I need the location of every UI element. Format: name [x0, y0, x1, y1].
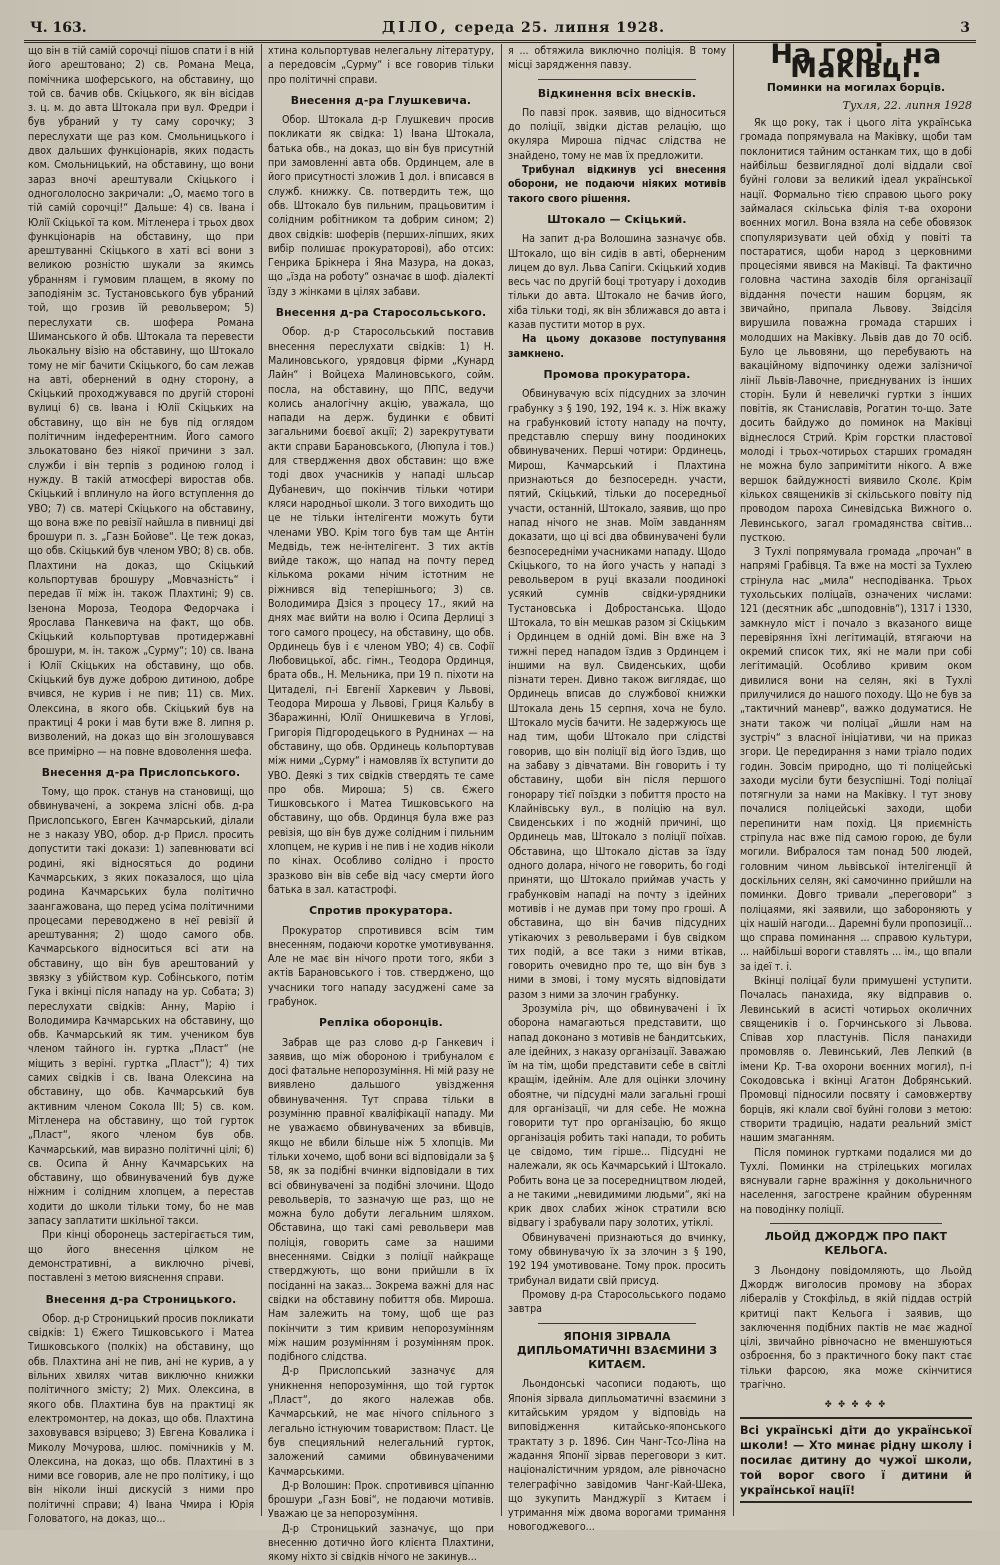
article-text: Д-р Волошин: Прок. спротивився ціпанню брошури „Газн Бові“, не подаючи мотивів. Уважаю це за непорозуміння. [268, 1479, 494, 1521]
divider-rule [770, 1223, 942, 1224]
article-text: З Льондону повідомляють, що Льойд Джордж виголосив промову на зборах лібералів у Стокфільд, в якій піддав острій критиці пакт Кельога і заявив, що заключення подібних пактів не має жадної цілі, звичайно рівночасно не вменшуються озброєння, бо з практичного боку пакт стає тільки фарсою, яка може скінчитися трагічно. [740, 1264, 972, 1392]
article-text: Д-р Прислопський зазначує для уникнення непорозуміння, що той гурток „Пласт“, до якого належав обв. Качмарський, не має нічого спільного з легально істнуючим товариством: Пласт. Це був специяльний нелегальний гурток, заложений самими обвинуваченими Качмарськими. [268, 1365, 494, 1478]
column-divider [261, 44, 262, 1516]
article-text: Вкінці поліцаї були примушені уступити. Почалась панахида, яку відправив о. Левинський в асисті чотирьох околичних священиків і о. Горчинського зі Львова. Співав хор пластунів. Після панахиди промовляв о. Левинський, Лев Лепкий (в імени Кр. Т-ва охорони воєнних могил), п-і Сокодовська і вкінці Агатон Добрянський. Промовці підносили посвяту і самовжертву борців, які клали свої буйні голови з метою: створити традицію, надати реальний зміст нашим змаганням. [740, 975, 972, 1145]
ornament-divider: ✤ ✤ ✤ ✤ ✤ [824, 1400, 888, 1411]
article-text: що він в тій самій сорочці пішов спати і в ній його арештовано; 2) св. Романа Меца, помічника шоферського, на обставину, що той св. бачив обв. Скіцького, як він вісідав з. ц. м. до авта Штокала при вул. Фредри і був убраний у ту саму сорочку; 3 переслухати ще раз ком. Смольницького і двох дальших функціонарів, яких подасть ком. Смольницький, на обставину, що вони зараз вночі арештували Скіцького і одногололосно закричали: „О, маємо того в тій самій сорочці!“ Дальше: 4) св. Івана і Юлії Скіцької та ком. Мітленера і трьох двох функціонарів на обставину, що при арештуванні Скіцького в хаті всі вони з великою розністю шукали за якимсь убранням і гумовим плащем, в якому по заподіянім зс. Тустановського був убраний той, що грозив їй револьвером; 5) переслухати св. шофера Романа Шиманського й обв. Штокала та перевести льокальну візію на обставину, що Штокало тому не міг бачити Скіцького, бо сам лежав на авті, обернений в одну сторону, а Скіцький проходжувався по другій стороні вулиці 6) св. Івана і Юлії Скіцьких на обставину, що він не був під оглядом політичним індеферентним. Його самого зльокатовано без ніякої причини з зал. служби і він терпів з родиною голод і нужду. В такій атмосфері виростав обв. Скіцький і вплинуло на його вступлення до УВО; 7) св. матері Скіцького на обставину, що вона вже по ревізії найшла в пивниці дві брошури п. з. „Газн Бойове“. Це теж доказ, що обв. Скіцький був членом УВО; 8) св. обв. Плахтини на доказ, що Скіцький кольпортував брошуру „Мовчазність“ і передав її між ін. також Плахтині; 9) св. Ізенона Мороза, Теодора Федорчака і Ярослава Панкевича на факт, що обв. Скіцький кольпортував протидержавні брошури, м. ін. також „Сурму“; 10) св. Івана і Юлії Скіцьких на обставину, що обв. Скіцький був дуже доброю дитиною, добре вчився, не курив і не пив; 11) св. Мих. Олексина, в якого обв. Скіцький був на практиці 4 роки і мав бути вже 8. липня р. визволений, на доказ що він зголошувався все примірно — на повне вдоволення шефа. [28, 45, 254, 758]
divider-rule [538, 79, 696, 80]
section-heading: Спротив прокуратора. [309, 904, 453, 918]
article-text: По павзі прок. заявив, що відноситься до поліції, звідки дістав релацію, що окуляра Мироша підчас слідства не знайдено, тому не мав їх предложити. [508, 106, 726, 162]
page-number: 3 [960, 20, 970, 36]
article-text: Обвинувачені признаються до вчинку, тому обвинувачую їх за злочин з § 190, 192 194 умотивоване. Тому прок. просить трибунал видати свій присуд. [508, 1231, 726, 1287]
article-text: хтина кольпортував нелегальну літературу, а передовсім „Сурму“ і все говорив тільки про політичні справи. [268, 45, 494, 86]
appeal-box [740, 1417, 972, 1503]
divider-rule [538, 1323, 696, 1324]
section-heading: Відкинення всіх внесків. [537, 86, 697, 100]
article-text: я ... обтяжила виключно поліція. В тому місці зарядження павзу. [508, 45, 726, 72]
column-3 [508, 44, 726, 1534]
section-heading: Внесення д-ра Строницького. [45, 1292, 237, 1306]
masthead-center [382, 18, 665, 36]
article-text: Як що року, так і цього літа українська громада попрямувала на Маківку, щоби там поклонитися тайним останкам тих, що в добі найбільш безвиглядної долі віддали свої буйні голови за великий ідеал української нації. Формально тією справою цього року займалася скільська філія т-ва охорони воєнних могил. Вона взяла на себе обовязок спопуляризувати цей обхід у повіті та постаратися, щоби народ з церковними процесіями явився на Маківці. Та фактично головна частина заходів біля організації віддання почести нашим борцям, як звичайно, припала Львову. Звідсіля вирушила поважна громада старших і молодших на Маківку. Львів дав до 70 осіб. Було це львовяни, що перебувають на вакаційному відпочинку одежи залізничої лінії Львів-Лавочне, приєднуваних із інших сторін. Були й невеличкі гуртки з інших повітів, як Станиславів, Рогатин то-що. Зате досить байдужо до поминок на Маківці віднеслося Стрий. Крім горстки пластової молоді і трьох-чотирьох старших громадян не можна було запримітити нікого. А вже вершок байдужності виявило Сколє. Крім кількох священиків зі скільського повіту під проводом пароха Синевідська Вижного о. Левинського, загал громадянства світив... пусткою. [740, 117, 972, 544]
article-text: Зрозуміла річ, що обвинувачені і їх оборона намагаються представити, що напад доконано з мотивів не бандитських, але ідейних, з наказу організації. Заважаю їм на тім, щоби представити себе в світлі кращім, ідейнім. Але для оцінки злочину обоятне, чи підсудні мали загальні гроші для організації, чи для себе. Не можна говорити тут про організацію, бо якщо організація робить такі напади, то робить це свідомо, тим гірше... Підсудні не належали, як ось Качмарський і Штокало. Робить вона це за посередництвом людей, а не такими „невидимими людьми“, які на крик двох слабих жінок стратили всю відвагу і зрабували пару золотих, утіклі. [508, 1003, 726, 1230]
verdict-text: Трибунал відкинув усі внесення оборони, не подаючи ніяких мотивів такого свого рішення. [508, 164, 726, 205]
closing-note: На цьому доказове поступування замкнено. [508, 333, 726, 360]
newspaper-title: ДІЛО, [381, 18, 449, 36]
section-heading: Штокало — Скіцький. [547, 212, 687, 226]
article-headline: ЛЬОЙД ДЖОРДЖ ПРО ПАКТ КЕЛЬОГА. [764, 1230, 948, 1258]
article-text: Забрав ще раз слово д-р Ганкевич і заявив, що між обороною і трибуналом є досі фатальне непорозуміння. Ні мій разу не виявлено дальшого увіздження обвинувачення. Тут справа тільки в розумінню правної кваліфікації нападу. Ми не уважаємо обвинувачених за вбивців, якщо не вбили більше ніж 5 хлопців. Ми тільки хочемо, щоб вони всі відповідали за § 58, як за подібні вчинки відповідали в тих всі обвинувачені за подібні злочини. Щодо револьверів, то зазначую ще раз, що не можна було добути легальним шляхом. Обставина, що такі самі револьвери мав поліція, говорить саме за нашими внесеннями. Свідки з поліції найкраще стверджують, що вони прийшли в їх посіданні на заказ... Зокрема важні для нас свідки на обставину побиття обв. Мироша. Нам залежить на тому, щоб ще раз покінчити з тим кривим непорозумінням між нашим розумінням і розумінням прок. подібного слідства. [268, 1036, 495, 1364]
article-text: Після поминок гуртками подалися ми до Тухлі. Поминки на стрілецьких могилах вяснували гарне вражіння у докольничного населення, загострене крайним обуренням на поводінку поліції. [740, 1146, 972, 1216]
section-heading: Внесення д-ра Прислопського. [41, 765, 241, 779]
article-text: На запит д-ра Волошина зазначує обв. Штокало, що він сидів в авті, оберненим лицем до вул. Льва Сапіги. Скіцький ходив весь час по другій боці тротуару і доходив тільки до авта. Штокало не бачив його, хіба тільки тоді, як він зближався до авта і казав пустити мотор в рух. [508, 233, 726, 332]
article-text: Обор. д-р Строницький просив покликати свідків: 1) Єжего Тишковського і Матеа Тишковського (полкіх) на обставину, що обв. Плахтина ані не пив, ані не курив, а у вільних хвилях читав виключно книжки політичного змісту; 2) Мих. Олексина, в якого обв. Плахтина був на практиці як електромонтер, на доказ, що обв. Плахтина заховувався взірцево; 3) Евгена Ковалика і Миколу Мочурова, шлюс. помічників у М. Олексина, на доказ, що обв. Плахтині в з ними все говорив, але не про політику, і що він ніколи інші дискусій з ними про політичні справи; 4) Івана Чмира і Юрія Головатого, на доказ, що... [28, 1312, 254, 1525]
article-text: Обвинувачую всіх підсудних за злочин грабунку з § 190, 192, 194 к. з. Ніж вкажу на грабунковий істоту нападу на почту, представлю спершу вину поодиноких обвинувачених. Перші чотири: Ординець, Мирош, Качмарський і Плахтина признаються до безпосередн. участи, пятий, Скіцький, тільки до посередньої участи, останній, Штокало, заявив, що про напад нічого не знав. Моїм завданням доказати, що ці всі два обвинувачені були безпосередніми учасниками нападу. Щодо Скіцького, то на його участь у нападі з револьвером в руці вказали поодинокі усякий сумнів свідки-урядники Тустановська і Добростанська. Щодо Штокала, то він мешкав разом зі Скіцьким і Ординцем в одній домі. Він вже на 3 тижні перед нападом їздив з Ординцем і іншими на вул. Свиденських, щоби пізнати терен. Дивно також виглядає, що Ординець вписав до службової книжки Штокала день 15 серпня, хоча не було. Штокало мусів бачити. Не задержуюсь ще над тим, щоби Штокало при слідстві говорив, що він поліції від його їздив, що на забаву з дівчатами. Він говорить і ту обставину, щоби він після першого гонорару тієї поїздки з побиття просто на Клайнівську вул., в поліцію на вул. Свиденських і по жодній причині, що Ординець мав, Штокало з поліції поїхав. Обставина, що Штокало дістав за їзду одного долара, нічого не говорить, бо годі приняти, що Штокало приймав участь у грабунковім нападі на почту з ідейних мотивів і не думав при тому про гроші. А обставина, що він бачив підсудних утікаючих з револьверами і був свідком тих подій, а все таки з ними втікав, говорить очевидно про те, що він був з ними в змові, і тому мусять відповідати разом з ними за злочин грабунку. [508, 388, 726, 1001]
feature-subheadline: Поминки на могилах борців. [766, 80, 946, 94]
column-2 [268, 44, 495, 1564]
article-text: Тому, що прок. станув на становищі, що обвинувачені, а зокрема злісні обв. д-ра Прислопського, Евген Качмарський, ділали не з наказу УВО, обор. д-р Присл. просить допустити такі докази: 1) запевнювати всі родині, які відносяться до родини Качмарських, з яких показалося, що ціла родина Качмарських була політично заангажована, що перед усіма політичними процесами переводжено в неї ревізії й арештування; 2) щодо самого обв. Качмарського відноситься всі ати на обставину, що він був арештований у звязку з убійством кур. Собінського, потім Гука і вкінці після нападу на ур. Собата; 3) переслухати свідків: Анну, Марію і Володимира Качмарських на обставину, що обв. Качмарський як тим. учеником був членом тайного ін. гуртка „Пласт“ (не міщить з веріні. гуртка „Пласт“); 4) тих самих свідків і св. Івана Олексина на обставину, що обв. Качмарський був активним членом Сокола III; 5) св. ком. Мітленера на обставину, що той гурток „Пласт“, якого членом був обв. Качмарський, мав виразно політичні цілі; 6) св. Осипа й Анну Качмарських на обставину, що обвинувачений був дуже ніжним і солідним хлопцем, а перестав ходити до школи тільки тому, бо не мав запасу заплатити шкільної такси. [28, 786, 254, 1228]
article-text: Обор. Штокала д-р Глушкевич просив покликати як свідка: 1) Івана Штокала, батька обв., на доказ, що він був присутній при замовленні авта обв. Ординцем, але в його присутності зложив 1 дол. і вписався в служб. книжку. Св. потвердить теж, що обв. Штокало був пильним, працьовитим і солідним робітником та добрим сином; 2) двох свідків: шоферів (перших-ліпших, яких вибір полишає прокураторові), або отсих: Генрика Брікнера і Яна Мазура, на доказ, що „їзда на роботу“ означає в шоф. діалекті їзду з жінками в цілях забави. [268, 114, 494, 298]
columns-area [24, 39, 976, 1564]
column-1 [28, 44, 254, 1525]
section-heading: Внесення д-ра Глушкевича. [290, 93, 472, 107]
article-text: При кінці оборонець застерігається тим, що його внесення цілком не демонстративні, а виключно річеві, поставлені з метою вияснення справи. [28, 1229, 254, 1285]
section-heading: Внесення д-ра Старосольського. [275, 306, 487, 320]
article-text: Льондонські часописи подають, що Японія зірвала дипльоматичні взаємини з китайським урядом у відповідь на виповідження китайсько-японського трактату з р. 1896. Син Чанг-Тсо-Ліна на жадання Японії зірвав переговори з кит. націоналістичним урядом, але рівночасно телеграфічно завідомив Чанг-Кай-Шека, що зукупить Манджурії з Китаєм і утримання між двома ворогами тримання новогоджевого... [508, 1378, 726, 1534]
column-4 [740, 39, 972, 1516]
section-heading: Промова прокуратора. [543, 367, 691, 381]
dateline: Тухля, 22. липня 1928 [842, 98, 972, 112]
appeal-text: Всі українські діти до української школи! — Хто минає рідну школу і посилає дитину до чужої школи, той ворог свого ї дитини й української нації! [740, 1423, 972, 1497]
article-text: Прокуратор спротивився всім тим внесенням, подаючи коротке умотивування. Але не має він нічого проти того, якби з актів Барановського і тов. стверджено, що учасники того нападу засуджені саме за грабунок. [268, 924, 494, 1008]
column-divider [733, 44, 734, 1516]
section-heading: Репліка оборонців. [319, 1016, 443, 1030]
article-text: Д-р Строницький зазначує, що при внесенню дотично його клієнта Плахтини, якому ніхто зі свідків нічого не закинув... [268, 1522, 494, 1564]
issue-number: Ч. 163. [30, 20, 87, 36]
continued-note: Промову д-ра Старосольського подамо завтра [508, 1288, 726, 1316]
feature-headline: На горі, на Маківці. [770, 39, 942, 85]
article-text: З Тухлі попрямувала громада „прочан“ в напрямі Грабівця. Та вже на мості за Тухлею стрінула нас „мила“ несподіванка. Трьох тухольських поліцаїв, означених числами: 121 (десятник абс „шподовнів“), 1317 і 1330, замкнуло міст і почало з вказаного вище перевіряння їхні легітимацій, втягаючи на окремий список тих, які не мали при собі легітимацій. Особливо кривим оком дивилися вони на селян, які в Тухлі прилучилися до нашого походу. Що не був за „тактичний маневр“, важко додуматися. Не знати також чи поліцаї „йшли нам на зустріч“ з власної ініціативи, чи на приказ згори. Це передирання з нами тріало подих годин. Зовсім природно, що ті поліцейські заходи мусіли бути безуспішні. Тоді поліцаї потягнули за нами на Маківку. І тут знову почалися поліцейські заходи, щоби перепинити нам похід. Ця приємність стріпула нас вже під самою горою, де були могили. Вибралося там понад 500 людей, головним чином львівської інтелігенції й доскільних селян, які самочинно прийшли на поминки. Довго тривали „переговори“ з поліцаями, які заявили, що забороняють у ціх нашій нагоди... Даремні були пропозиції... що справа поминання ... справою культури, ... найбільші вороги ставлять ... ім., що впали за ідеї т. і. [740, 546, 972, 973]
issue-date: середа 25. липня 1928. [454, 20, 666, 36]
article-headline: ЯПОНІЯ ЗІРВАЛА ДИПЛЬОМАТИЧНІ ВЗАЄМИНИ З КИТАЄМ. [516, 1329, 718, 1372]
column-divider [501, 44, 502, 1516]
article-text: Обор. д-р Старосольський поставив внесення переслухати свідків: 1) Н. Малиновського, урядовця фірми „Кунард Лайн“ і Войцеха Малиновського, сойм. посла, на обставину, що ППС, ведучи колись аналогічну акцію, уважала, що напади на держ. будинки є обвиті загальними боєвої акції; 2) зарекрутувати акти справи Барановського, (Люпула і тов.) для ствердження двох обставин: що вже тоді двох учасників у нападі шльсар Дубаневич, що покінчив тільки чотири кляси народньої школи. З того виходить що це не тільки інтелігенти можуть бути членами УВО. Крім того був там ще Антін Медвідь, теж не-інтелігент. З тих актів вийде також, що напад на почту перед кількома роками нічим істотним не ріжнився від теперішнього; 3) св. Володимира Дзіся з процесу 17., який на днях має вийти на волю і Осипа Дерлиці з того самого процесу, на обставину, що обв. Ординець був і є членом УВО; 4) св. Софії Любовицької, абс. гімн., Теодора Ординця, брата обв., Н. Мельника, при 19 п. піхоти на Цитаделі, п-і Евгенії Харкевич у Львові, Теодора Мироша у Львові, Гриця Кальбу в Збаражинні, Юлії Онишкевича в Углові, Григорія Підгородецького в Руднинах — на обставину, що обв. Ординець кольпортував між ними „Сурму“ і намовляв їх вступити до УВО. Деякі з тих свідків ствердять те саме про обв. Мироша; 5) св. Єжего Тишковського і Матеа Тишковського на обставину, що обв. Ординця була вже раз ревізія, що він був дуже солідним і пильним хлопцем, не курив і не пив і не ходив ніколи по кінах. Особливо солідно і просто зразково він вів себе від часу смерти його батька в зал. катастрофі. [268, 326, 494, 896]
